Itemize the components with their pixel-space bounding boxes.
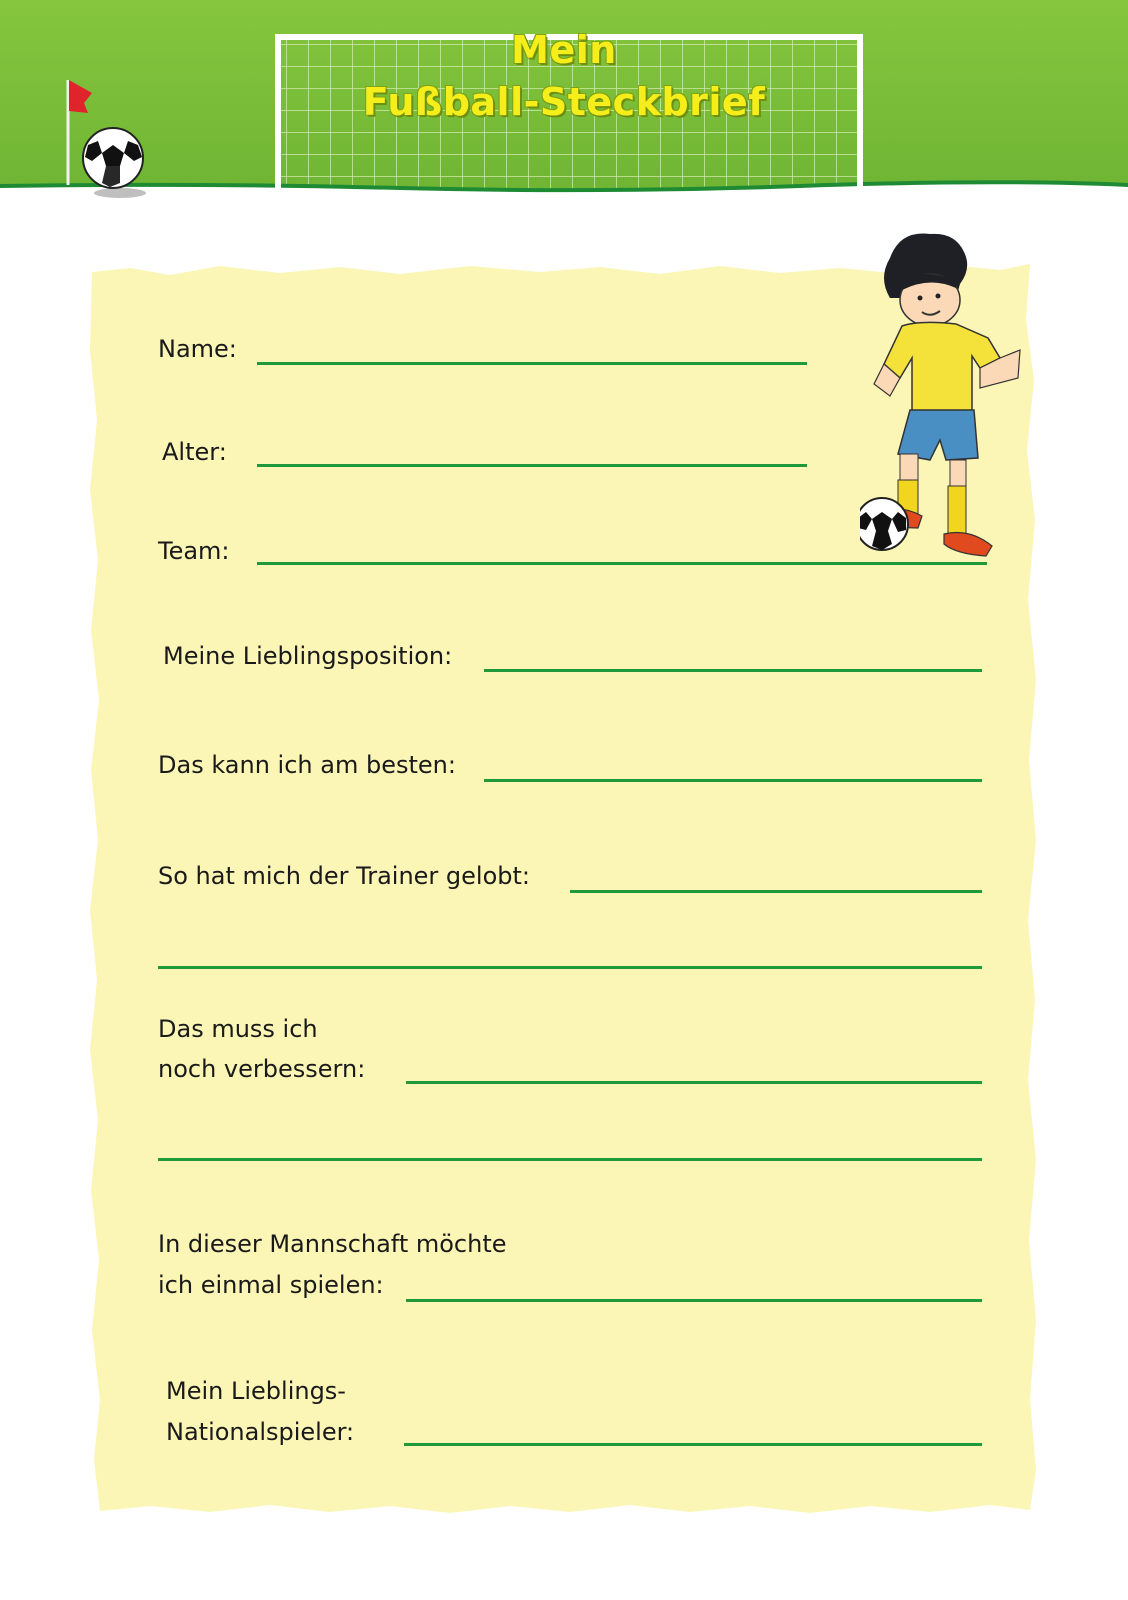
page-title-line2: Fußball-Steckbrief — [362, 80, 766, 124]
boy-with-soccer-ball-icon — [860, 228, 1050, 574]
improve-label-line2: noch verbessern: — [158, 1055, 366, 1083]
position-label: Meine Lieblingsposition: — [163, 642, 453, 670]
team-wish-label-line1: In dieser Mannschaft möchte — [158, 1230, 507, 1258]
praise-line-2[interactable] — [158, 966, 982, 969]
team-label: Team: — [158, 537, 230, 565]
name-label: Name: — [158, 335, 237, 363]
team-wish-line[interactable] — [406, 1299, 982, 1302]
best-skill-label: Das kann ich am besten: — [158, 751, 456, 779]
fav-player-line[interactable] — [404, 1443, 982, 1446]
age-label: Alter: — [162, 438, 227, 466]
praise-line-1[interactable] — [570, 890, 982, 893]
praise-label: So hat mich der Trainer gelobt: — [158, 862, 531, 890]
team-wish-label-line2: ich einmal spielen: — [158, 1271, 384, 1299]
improve-line-1[interactable] — [406, 1081, 982, 1084]
improve-label-line1: Das muss ich — [158, 1015, 318, 1043]
fav-player-label-line2: Nationalspieler: — [166, 1418, 355, 1446]
age-line[interactable] — [257, 464, 807, 467]
fav-player-label-line1: Mein Lieblings- — [166, 1377, 346, 1405]
name-line[interactable] — [257, 362, 807, 365]
page-title-line1: Mein — [511, 28, 617, 72]
improve-line-2[interactable] — [158, 1158, 982, 1161]
position-line[interactable] — [484, 669, 982, 672]
best-skill-line[interactable] — [484, 779, 982, 782]
soccer-ball-icon — [860, 498, 908, 550]
